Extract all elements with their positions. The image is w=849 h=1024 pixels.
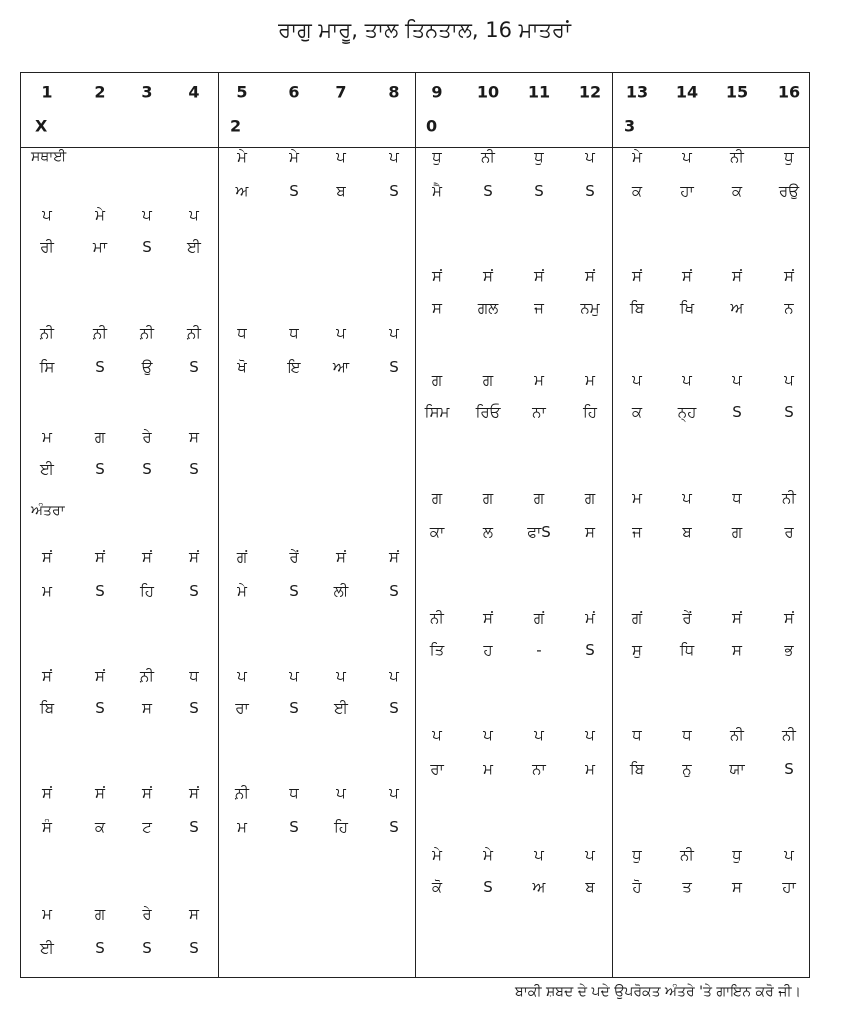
lyric-syllable: ਨ੍ਹ — [677, 403, 697, 421]
swar-note: ਧ — [732, 489, 742, 507]
lyric-syllable: S — [585, 641, 595, 659]
swar-note: ਪ — [534, 846, 544, 864]
lyric-syllable: ਨਾ — [532, 760, 546, 778]
lyric-syllable: S — [289, 699, 299, 717]
lyric-syllable: ਹਿ — [139, 582, 155, 600]
swar-note: ਸਂ — [784, 267, 794, 285]
matra-number: 15 — [725, 82, 749, 102]
swar-note: ਧੁ — [432, 148, 442, 166]
matra-number: 7 — [335, 82, 347, 102]
lyric-syllable: S — [95, 358, 105, 376]
swar-note: ਨ਼ੀ — [235, 784, 249, 802]
lyric-syllable: ਬਿ — [629, 299, 645, 317]
vibhag-mark: 3 — [624, 116, 636, 136]
lyric-syllable: ਕੋ — [431, 878, 443, 896]
lyric-syllable: ਮੈ — [432, 182, 442, 200]
lyric-syllable: S — [289, 182, 299, 200]
lyric-syllable: S — [389, 358, 399, 376]
swar-note: ਮਂ — [585, 609, 595, 627]
swar-note: ਮ — [534, 371, 544, 389]
lyric-syllable: ਬਿ — [629, 760, 645, 778]
swar-note: ਪ — [336, 148, 346, 166]
swar-note: ਗ — [482, 371, 494, 389]
swar-note: ਸਂ — [42, 784, 52, 802]
swar-note: ਧੁ — [732, 846, 742, 864]
vibhag-mark: 2 — [230, 116, 242, 136]
swar-note: ਪ — [289, 667, 299, 685]
lyric-syllable: ਮ — [483, 760, 493, 778]
swar-note: ਪ — [42, 206, 52, 224]
lyric-syllable: ਜ — [534, 299, 544, 317]
swar-note: ਪ — [534, 726, 544, 744]
lyric-syllable: S — [289, 818, 299, 836]
swar-note: ਸਂ — [632, 267, 642, 285]
swar-note: ਰੇਂ — [289, 548, 299, 566]
swar-note: ਸਂ — [784, 609, 794, 627]
swar-note: ਸਂ — [732, 267, 742, 285]
lyric-syllable: ਈ — [40, 460, 54, 478]
matra-number: 4 — [188, 82, 200, 102]
lyric-syllable: S — [189, 939, 199, 957]
lyric-syllable: ਜ — [632, 523, 642, 541]
vibhag-divider — [218, 73, 219, 977]
matra-number: 9 — [431, 82, 443, 102]
swar-note: ਨ਼ੀ — [187, 324, 201, 342]
swar-note: ਪ — [483, 726, 493, 744]
swar-note: ਪ — [237, 667, 247, 685]
lyric-syllable: ਖੋ — [237, 358, 247, 376]
swar-note: ਗ — [533, 489, 545, 507]
matra-number: 16 — [777, 82, 801, 102]
lyric-syllable: S — [189, 358, 199, 376]
swar-note: ਸਂ — [483, 267, 493, 285]
lyric-syllable: ਈ — [187, 238, 201, 256]
swar-note: ਸਂ — [189, 784, 199, 802]
swar-note: ਸ — [189, 905, 199, 923]
lyric-syllable: ਮ — [237, 818, 247, 836]
swar-note: ਸਂ — [483, 609, 493, 627]
swar-note: ਪ — [432, 726, 442, 744]
swar-note: ਮੇ — [632, 148, 642, 166]
lyric-syllable: ਨ — [784, 299, 794, 317]
swar-note: ਗਂ — [236, 548, 248, 566]
lyric-syllable: S — [189, 818, 199, 836]
lyric-syllable: ਸ — [142, 699, 152, 717]
swar-note: ਗ — [94, 905, 106, 923]
lyric-syllable: S — [95, 699, 105, 717]
swar-note: ਸਂ — [95, 548, 105, 566]
lyric-syllable: ਉ — [141, 358, 153, 376]
lyric-syllable: S — [95, 582, 105, 600]
swar-note: ਸਂ — [389, 548, 399, 566]
swar-note: ਪ — [682, 489, 692, 507]
lyric-syllable: ਮ — [42, 582, 52, 600]
lyric-syllable: ਸਿਮ — [424, 403, 450, 421]
swar-note: ਸਂ — [42, 548, 52, 566]
swar-note: ਰੇ — [142, 428, 152, 446]
swar-note: ਮ — [585, 371, 595, 389]
swar-note: ਮੇ — [237, 148, 247, 166]
swar-note: ਪ — [336, 667, 346, 685]
swar-note: ਪ — [585, 726, 595, 744]
lyric-syllable: ਹਿ — [582, 403, 598, 421]
matra-number: 5 — [236, 82, 248, 102]
lyric-syllable: ਨਮੁ — [580, 299, 600, 317]
vibhag-divider — [415, 73, 416, 977]
lyric-syllable: S — [784, 403, 794, 421]
vibhag-divider — [612, 73, 613, 977]
swar-note: ਪ — [389, 148, 399, 166]
lyric-syllable: ਕਾ — [429, 523, 445, 541]
swar-note: ਗ — [431, 371, 443, 389]
swar-note: ਨ਼ੀ — [93, 324, 107, 342]
lyric-syllable: ਅ — [532, 878, 546, 896]
swar-note: ਸਂ — [534, 267, 544, 285]
page-title: ਰਾਗੁ ਮਾਰੂ, ਤਾਲ ਤਿਨਤਾਲ, 16 ਮਾਤਰਾਂ — [278, 18, 571, 42]
swar-note: ਮੇ — [432, 846, 442, 864]
matra-number: 2 — [94, 82, 106, 102]
lyric-syllable: ਹੋ — [632, 878, 642, 896]
swar-note: ਸਂ — [732, 609, 742, 627]
lyric-syllable: ਸੰ — [42, 818, 52, 836]
lyric-syllable: S — [389, 182, 399, 200]
matra-number: 8 — [388, 82, 400, 102]
lyric-syllable: ਰਉ — [778, 182, 800, 200]
swar-note: ਪ — [784, 371, 794, 389]
swar-note: ਧ — [237, 324, 247, 342]
lyric-syllable: ਰੀ — [40, 238, 54, 256]
lyric-syllable: ਕ — [631, 182, 643, 200]
swar-note: ਸ — [189, 428, 199, 446]
lyric-syllable: ਈ — [40, 939, 54, 957]
lyric-syllable: ਬਿ — [39, 699, 55, 717]
lyric-syllable: S — [189, 460, 199, 478]
swar-note: ਸਂ — [585, 267, 595, 285]
matra-number: 1 — [41, 82, 53, 102]
swar-note: ਪ — [189, 206, 199, 224]
matra-number: 14 — [675, 82, 699, 102]
lyric-syllable: ਰਾ — [430, 760, 444, 778]
swar-note: ਧ — [289, 784, 299, 802]
lyric-syllable: ਖਿ — [679, 299, 695, 317]
swar-note: ਧ — [289, 324, 299, 342]
lyric-syllable: ਕ — [731, 182, 743, 200]
swar-note: ਪ — [682, 148, 692, 166]
lyric-syllable: ਟ — [142, 818, 152, 836]
lyric-syllable: ਲੀ — [333, 582, 349, 600]
lyric-syllable: ਮ — [585, 760, 595, 778]
swar-note: ਸਂ — [189, 548, 199, 566]
lyric-syllable: ਇ — [287, 358, 301, 376]
swar-note: ਸਂ — [142, 548, 152, 566]
swar-note: ਮੇ — [289, 148, 299, 166]
matra-number: 10 — [476, 82, 500, 102]
lyric-syllable: S — [585, 182, 595, 200]
vibhag-mark: 0 — [426, 116, 438, 136]
lyric-syllable: S — [389, 582, 399, 600]
swar-note: ਪ — [389, 784, 399, 802]
lyric-syllable: ਮੇ — [237, 582, 247, 600]
swar-note: ਮੇ — [95, 206, 105, 224]
lyric-syllable: S — [142, 238, 152, 256]
swar-note: ਪ — [389, 324, 399, 342]
swar-note: ਪ — [336, 324, 346, 342]
swar-note: ਮ — [42, 905, 52, 923]
lyric-syllable: S — [142, 460, 152, 478]
lyric-syllable: ਬ — [336, 182, 346, 200]
swar-note: ਪ — [585, 148, 595, 166]
lyric-syllable: S — [534, 182, 544, 200]
swar-note: ਧੁ — [784, 148, 794, 166]
swar-note: ਧ — [682, 726, 692, 744]
swar-note: ਪ — [732, 371, 742, 389]
lyric-syllable: ਫਾS — [527, 523, 551, 541]
swar-note: ਨੀ — [730, 148, 744, 166]
footer-note: ਬਾਕੀ ਸ਼ਬਦ ਦੇ ਪਦੇ ਉਪਰੋਕਤ ਅੰਤਰੇ 'ਤੇ ਗਾਇਨ ਕਰੋ ਜੀ। — [515, 984, 801, 1000]
lyric-syllable: ਨਾ — [532, 403, 546, 421]
lyric-syllable: ਤ — [682, 878, 692, 896]
swar-note: ਨੀ — [430, 609, 444, 627]
swar-note: ਨੀ — [481, 148, 495, 166]
swar-note: ਸਂ — [142, 784, 152, 802]
lyric-syllable: ਸ — [432, 299, 442, 317]
swar-note: ਗ — [584, 489, 596, 507]
lyric-syllable: ਸ — [585, 523, 595, 541]
lyric-syllable: ਅ — [730, 299, 744, 317]
swar-note: ਨ਼ੀ — [140, 324, 154, 342]
matra-number: 6 — [288, 82, 300, 102]
lyric-syllable: S — [289, 582, 299, 600]
swar-note: ਸਂ — [682, 267, 692, 285]
swar-note: ਗਂ — [533, 609, 545, 627]
swar-note: ਪ — [142, 206, 152, 224]
lyric-syllable: ਹ — [483, 641, 493, 659]
swar-note: ਮ — [42, 428, 52, 446]
lyric-syllable: ਧਿ — [679, 641, 695, 659]
swar-note: ਗਂ — [631, 609, 643, 627]
swar-note: ਸਂ — [95, 784, 105, 802]
matra-number: 12 — [578, 82, 602, 102]
swar-note: ਨ਼ੀ — [40, 324, 54, 342]
lyric-syllable: - — [536, 641, 542, 659]
lyric-syllable: S — [142, 939, 152, 957]
lyric-syllable: ਹਾ — [782, 878, 796, 896]
swar-note: ਰੇਂ — [682, 609, 692, 627]
lyric-syllable: ਸਿ — [39, 358, 55, 376]
swar-note: ਨੀ — [782, 489, 796, 507]
lyric-syllable: S — [189, 582, 199, 600]
lyric-syllable: ਮਾ — [92, 238, 108, 256]
lyric-syllable: S — [189, 699, 199, 717]
lyric-syllable: ਸ — [732, 878, 742, 896]
swar-note: ਧ — [189, 667, 199, 685]
swar-note: ਧੁ — [534, 148, 544, 166]
lyric-syllable: S — [95, 460, 105, 478]
swar-note: ਗ — [431, 489, 443, 507]
lyric-syllable: ਲ — [482, 523, 494, 541]
swar-note: ਧੁ — [632, 846, 642, 864]
lyric-syllable: ਭ — [784, 641, 794, 659]
matra-number: 13 — [625, 82, 649, 102]
swar-note: ਗ — [94, 428, 106, 446]
lyric-syllable: ਰਿਓ — [475, 403, 501, 421]
swar-note: ਪ — [336, 784, 346, 802]
lyric-syllable: ਈ — [334, 699, 348, 717]
section-label-sthai: ਸਥਾਈ — [31, 149, 67, 165]
vibhag-mark: X — [35, 116, 48, 136]
lyric-syllable: ਸੁ — [632, 641, 642, 659]
swar-note: ਨੀ — [680, 846, 694, 864]
matra-number: 3 — [141, 82, 153, 102]
swar-note: ਗ — [482, 489, 494, 507]
lyric-syllable: S — [95, 939, 105, 957]
lyric-syllable: ਹਿ — [333, 818, 349, 836]
swar-note: ਪ — [784, 846, 794, 864]
lyric-syllable: ਨੁ — [682, 760, 692, 778]
lyric-syllable: ਆ — [332, 358, 350, 376]
lyric-syllable: ਸ — [732, 641, 742, 659]
lyric-syllable: S — [483, 182, 493, 200]
swar-note: ਪ — [682, 371, 692, 389]
lyric-syllable: ਗ — [731, 523, 743, 541]
swar-note: ਮੇ — [483, 846, 493, 864]
lyric-syllable: S — [732, 403, 742, 421]
swar-note: ਮ — [632, 489, 642, 507]
lyric-syllable: ਰਾ — [235, 699, 249, 717]
swar-note: ਪ — [585, 846, 595, 864]
lyric-syllable: ਕ — [94, 818, 106, 836]
lyric-syllable: S — [389, 818, 399, 836]
swar-note: ਪ — [389, 667, 399, 685]
swar-note: ਪ — [632, 371, 642, 389]
lyric-syllable: ਯਾ — [729, 760, 745, 778]
swar-note: ਨ਼ੀ — [140, 667, 154, 685]
swar-note: ਨੀ — [730, 726, 744, 744]
lyric-syllable: ਤਿ — [429, 641, 445, 659]
lyric-syllable: ਗਲ — [477, 299, 499, 317]
lyric-syllable: ਬ — [585, 878, 595, 896]
swar-note: ਧ — [632, 726, 642, 744]
notation-table — [20, 72, 810, 978]
swar-note: ਸਂ — [432, 267, 442, 285]
matra-number: 11 — [527, 82, 551, 102]
lyric-syllable: ਕ — [631, 403, 643, 421]
lyric-syllable: ਬ — [682, 523, 692, 541]
lyric-syllable: S — [483, 878, 493, 896]
lyric-syllable: ਰ — [784, 523, 794, 541]
lyric-syllable: ਅ — [235, 182, 249, 200]
lyric-syllable: S — [784, 760, 794, 778]
swar-note: ਸਂ — [336, 548, 346, 566]
lyric-syllable: S — [389, 699, 399, 717]
swar-note: ਸਂ — [42, 667, 52, 685]
swar-note: ਨੀ — [782, 726, 796, 744]
swar-note: ਰੇ — [142, 905, 152, 923]
swar-note: ਸਂ — [95, 667, 105, 685]
section-label-antra: ਅੰਤਰਾ — [31, 503, 65, 519]
lyric-syllable: ਹਾ — [680, 182, 694, 200]
